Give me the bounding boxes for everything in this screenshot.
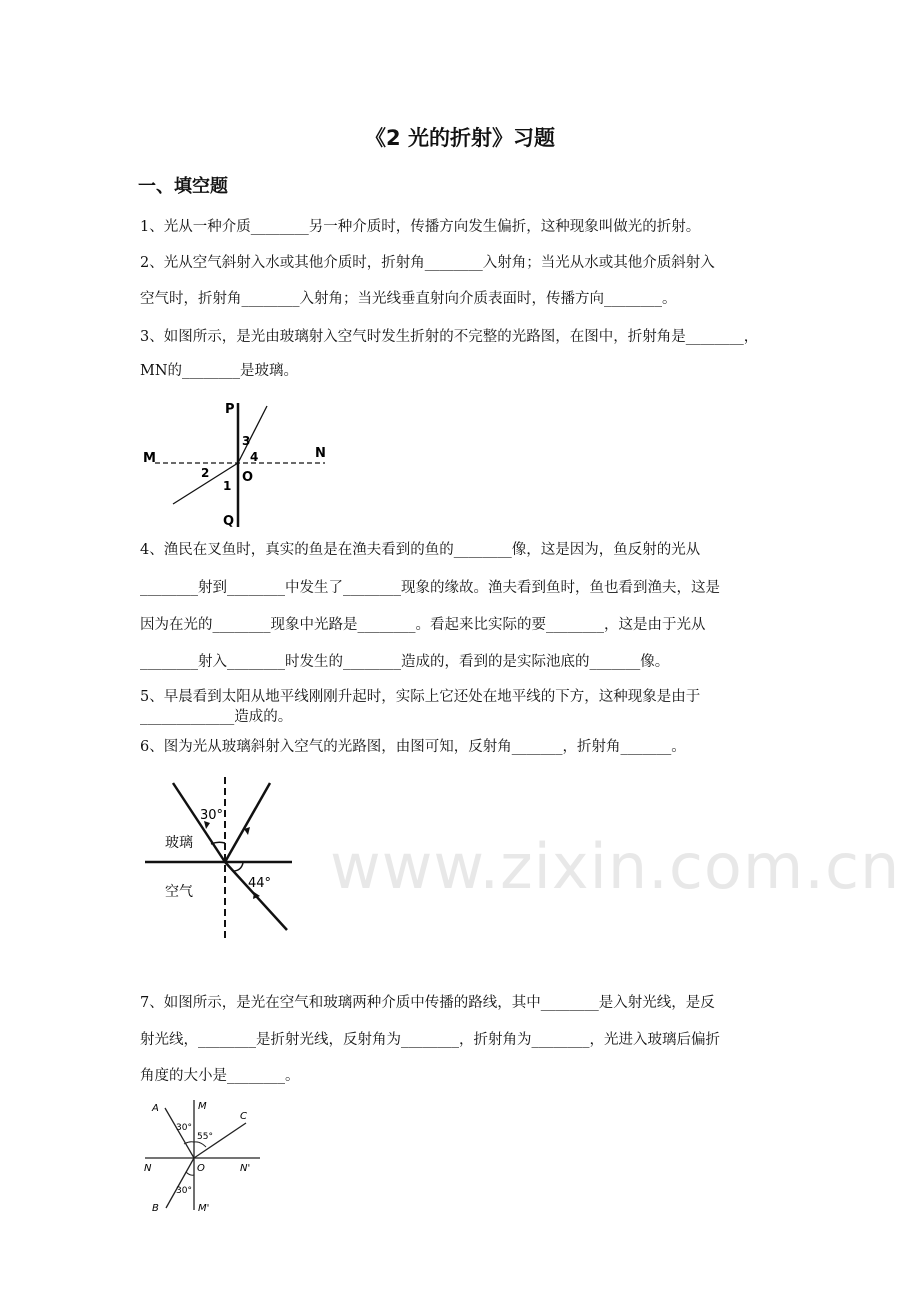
fig1-label-o: O xyxy=(242,470,254,485)
fig3-label-m: M xyxy=(198,1101,207,1112)
fig1-label-n: N xyxy=(315,446,326,461)
fig3-angle-55: 55° xyxy=(197,1132,213,1142)
question-1: 1、光从一种介质________另一种介质时，传播方向发生偏折，这种现象叫做光的折射。 xyxy=(140,219,701,235)
fig1-label-m: M xyxy=(143,451,156,466)
fig3-angle-30-top: 30° xyxy=(176,1123,192,1133)
question-7-line-2: 射光线，________是折射光线，反射角为________，折射角为________，光进入玻璃后偏折 xyxy=(140,1032,720,1048)
fig3-label-b: B xyxy=(152,1203,159,1214)
fig3-label-o: O xyxy=(197,1163,205,1174)
fig1-label-3: 3 xyxy=(242,434,251,448)
fig3-label-n-prime: N' xyxy=(240,1163,251,1174)
question-4-line-1: 4、渔民在叉鱼时，真实的鱼是在渔夫看到的鱼的________像，这是因为，鱼反射的光从 xyxy=(140,542,701,558)
section-heading: 一、填空题 xyxy=(138,176,228,197)
question-4-line-4: ________射入________时发生的________造成的，看到的是实际池底的_______像。 xyxy=(140,654,670,670)
watermark: www.zixin.com.cn xyxy=(330,830,901,903)
question-2-line-2: 空气时，折射角________入射角；当光线垂直射向介质表面时，传播方向________。 xyxy=(140,291,677,307)
question-4-line-3: 因为在光的________现象中光路是________。看起来比实际的要________，这是由于光从 xyxy=(140,617,706,633)
question-3-line-1: 3、如图所示，是光由玻璃射入空气时发生折射的不完整的光路图，在图中，折射角是________， xyxy=(140,329,759,345)
figure-2-diagram xyxy=(140,765,310,945)
fig2-angle-30: 30° xyxy=(200,808,224,823)
question-5-line-2: _____________造成的。 xyxy=(140,709,293,725)
question-5-line-1: 5、早晨看到太阳从地平线刚刚升起时，实际上它还处在地平线的下方，这种现象是由于 xyxy=(140,689,701,705)
question-4-line-2: ________射到________中发生了________现象的缘故。渔夫看到鱼时，鱼也看到渔夫，这是 xyxy=(140,580,720,596)
fig2-label-glass: 玻璃 xyxy=(165,835,193,851)
fig3-label-m-prime: M' xyxy=(198,1203,210,1214)
fig3-label-n: N xyxy=(144,1163,152,1174)
page-title: 《2 光的折射》习题 xyxy=(365,126,555,150)
fig3-label-a: A xyxy=(152,1103,159,1114)
fig1-label-p: P xyxy=(225,402,235,417)
fig1-label-q: Q xyxy=(223,514,235,529)
figure-1-diagram xyxy=(135,395,335,530)
fig2-angle-44: 44° xyxy=(248,876,272,891)
question-7-line-1: 7、如图所示，是光在空气和玻璃两种介质中传播的路线，其中________是入射光线，是反 xyxy=(140,995,715,1011)
fig3-angle-30-bottom: 30° xyxy=(176,1186,192,1196)
question-3-line-2: MN的________是玻璃。 xyxy=(140,363,299,379)
figure-3-diagram xyxy=(140,1095,265,1215)
question-7-line-3: 角度的大小是________。 xyxy=(140,1068,300,1084)
fig1-label-4: 4 xyxy=(250,450,259,464)
fig1-label-1: 1 xyxy=(223,479,232,493)
fig3-label-c: C xyxy=(240,1111,247,1122)
fig1-label-2: 2 xyxy=(201,466,210,480)
fig2-label-air: 空气 xyxy=(165,884,193,900)
question-6: 6、图为光从玻璃斜射入空气的光路图，由图可知，反射角_______，折射角_______。 xyxy=(140,739,686,755)
question-2-line-1: 2、光从空气斜射入水或其他介质时，折射角________入射角；当光从水或其他介质斜射入 xyxy=(140,255,715,271)
